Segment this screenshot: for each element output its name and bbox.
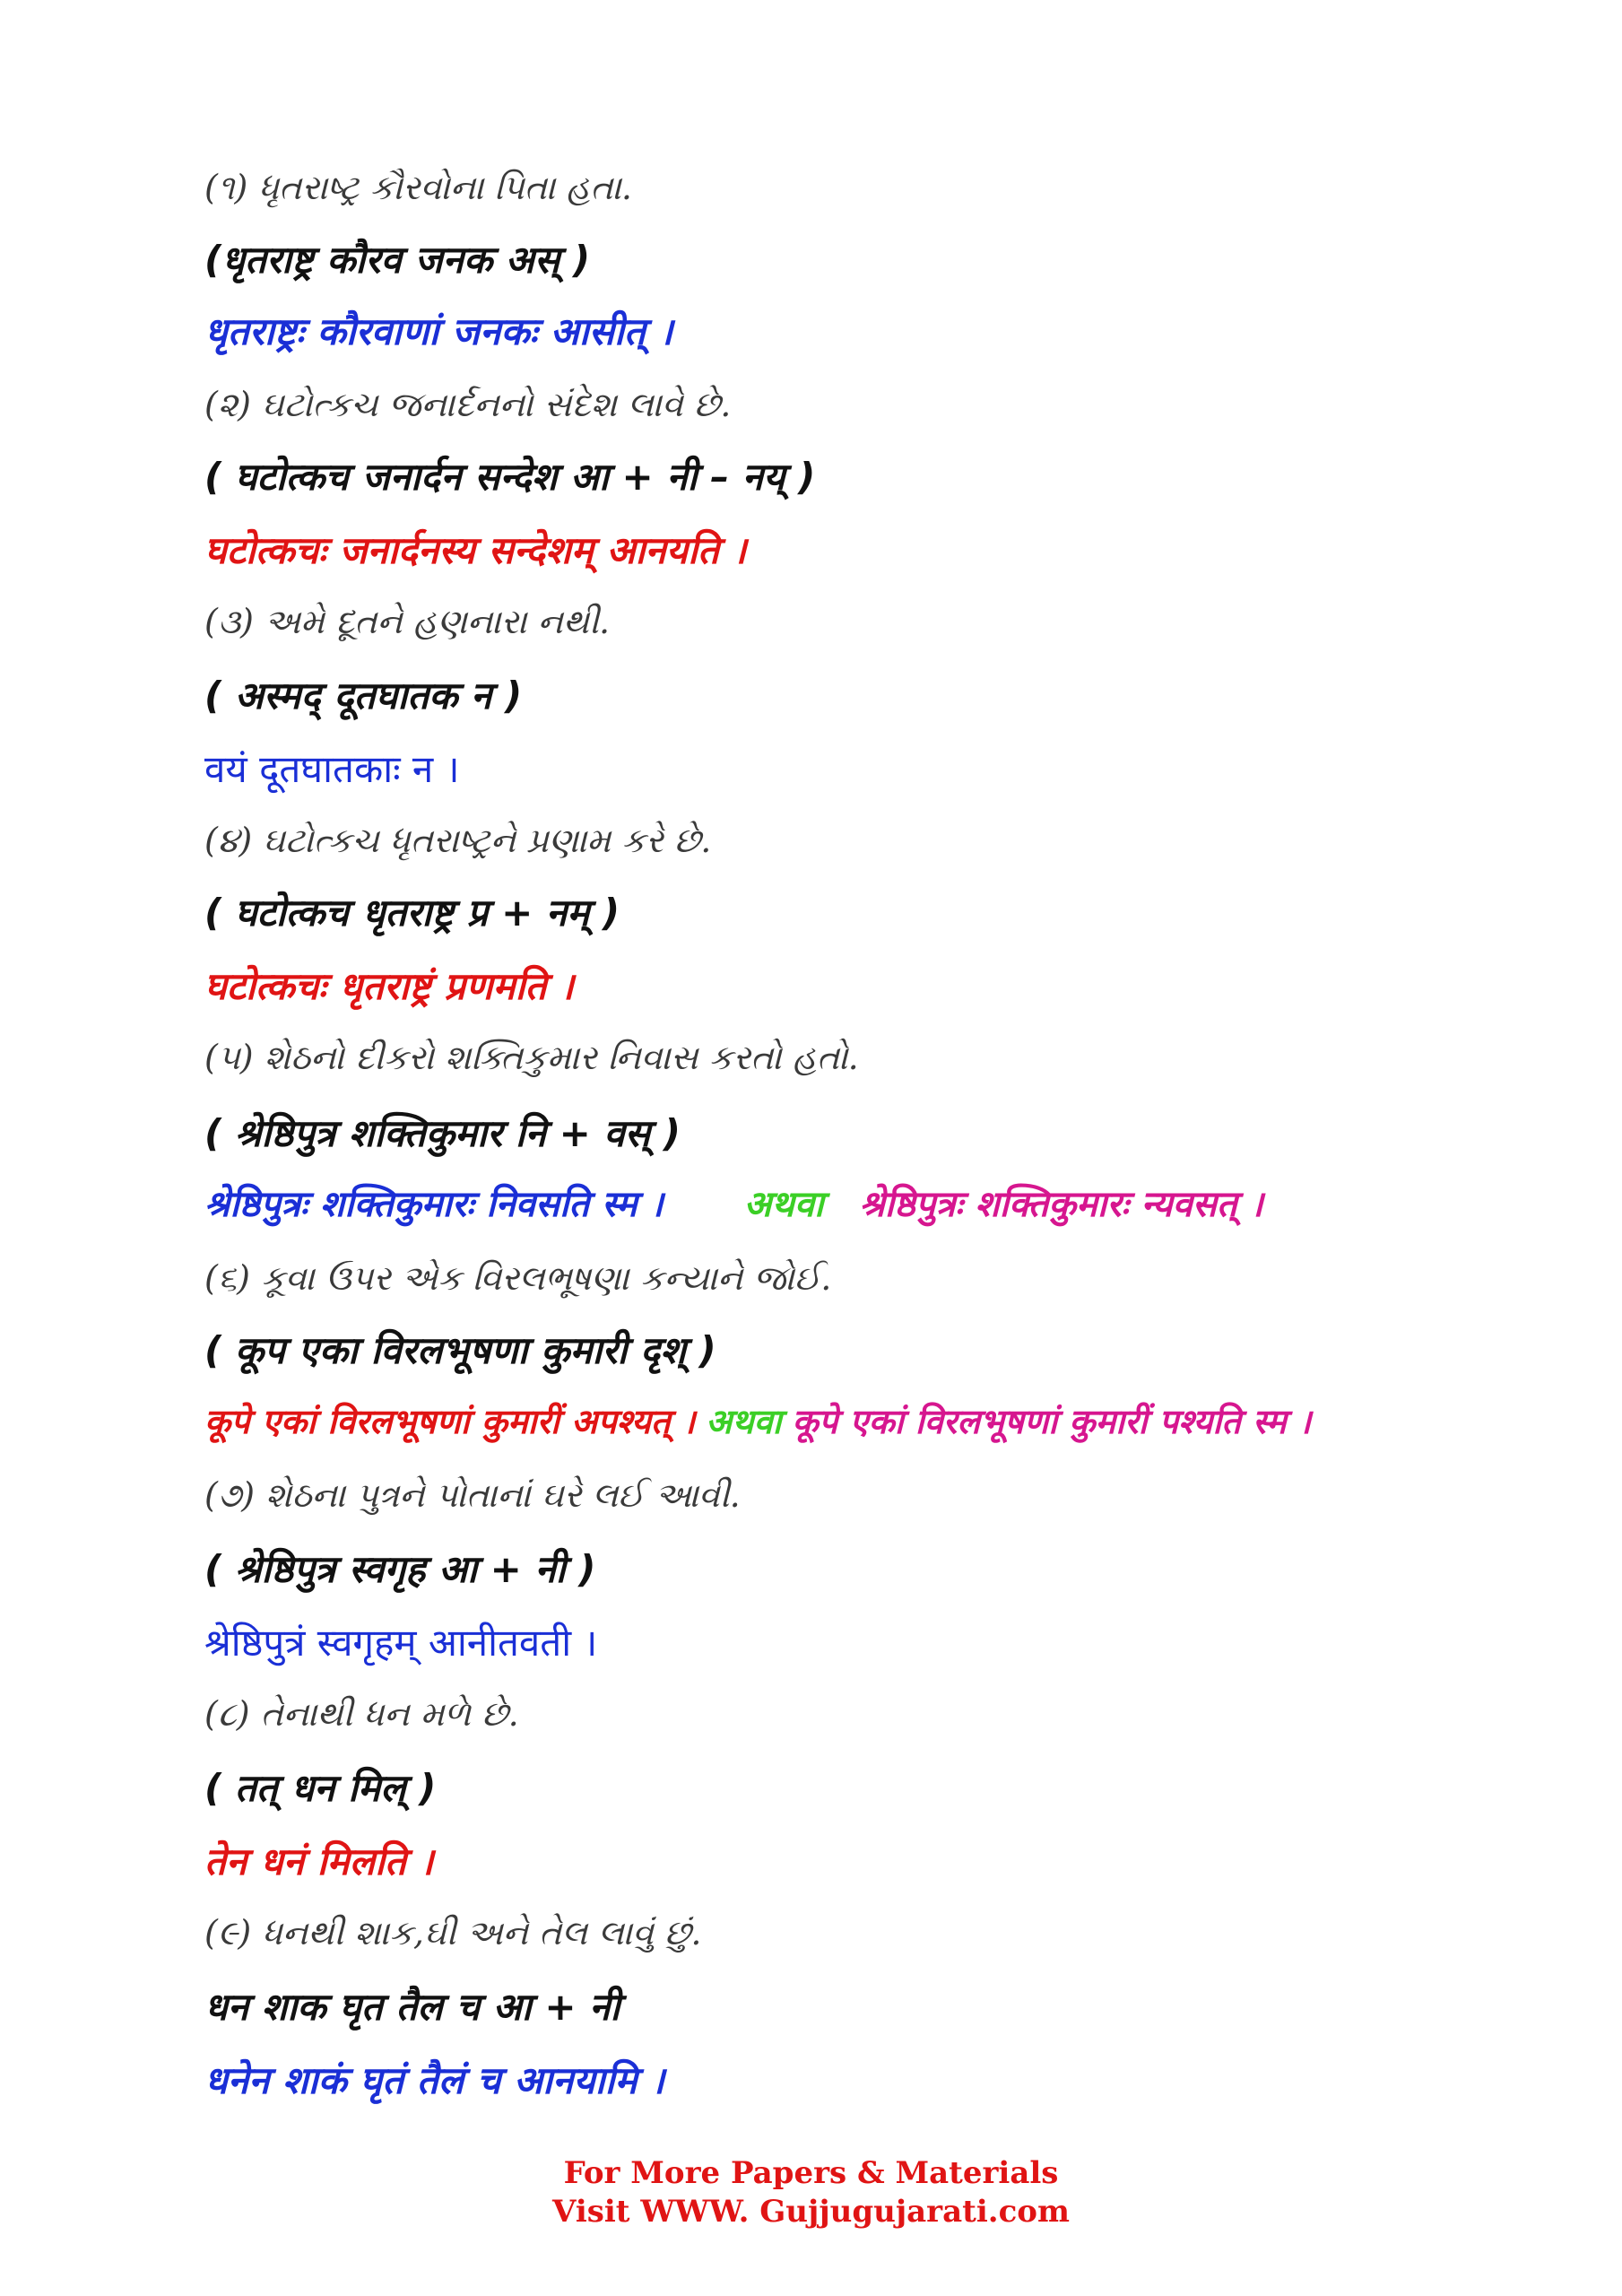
answer-5-or: अथवा <box>743 1184 824 1225</box>
answer-2: घटोत्कचः जनार्दनस्य सन्देशम् आनयति । <box>204 528 747 572</box>
answer-7: श्रेष्ठिपुत्रं स्वगृहम् आनीतवती । <box>204 1621 598 1665</box>
footer-website-link[interactable]: Visit WWW. Gujjugujarati.com <box>552 2193 1070 2230</box>
answer-5-alternative: श्रेष्ठिपुत्रः शक्तिकुमारः न्यवसत् । <box>859 1184 1263 1225</box>
prompt-2: ( घटोत्कच जनार्दन सन्देश आ + नी – नय् ) <box>204 455 816 499</box>
question-7: (૭) શેઠના પુત્રને પોતાનાં ઘરે લઈ આવી. <box>204 1475 741 1515</box>
question-4: (૪) ઘટોત્કચ ધૃતરાષ્ટ્રને પ્રણામ કરે છે. <box>204 821 712 860</box>
question-1: (૧) ધૃતરાષ્ટ્ર કૌરવોના પિતા હતા. <box>204 168 632 207</box>
answer-3: वयं दूतघातकाः न । <box>204 747 460 791</box>
footer-line-1: For More Papers & Materials <box>563 2155 1059 2191</box>
question-6: (૬) કૂવા ઉપર એક વિરલભૂષણા કન્યાને જોઈ. <box>204 1258 832 1298</box>
answer-6-or: अथवा <box>706 1402 782 1441</box>
question-8: (૮) તેનાથી ધન મળે છે. <box>204 1694 519 1734</box>
question-2: (૨) ઘટોત્કચ જનાર્દનનો સંદેશ લાવે છે. <box>204 385 732 424</box>
prompt-4: ( घटोत्कच धृतराष्ट्र प्र + नम् ) <box>204 891 620 935</box>
answer-1: धृतराष्ट्रः कौरवाणां जनकः आसीत् । <box>204 309 673 353</box>
prompt-6: ( कूप एका विरलभूषणा कुमारी दृश् ) <box>204 1328 716 1372</box>
answer-5-primary: श्रेष्ठिपुत्रः शक्तिकुमारः निवसति स्म । <box>204 1184 664 1225</box>
prompt-9: धन शाक घृत तैल च आ + नी <box>204 1985 620 2029</box>
answer-4: घटोत्कचः धृतराष्ट्रं प्रणमति । <box>204 964 574 1008</box>
footer <box>0 2154 1622 2231</box>
answer-6-alternative: कूपे एकां विरलभूषणां कुमारीं पश्यति स्म । <box>792 1402 1312 1441</box>
answer-8: तेन धनं मिलति । <box>204 1839 434 1883</box>
answer-5-row <box>204 1184 1263 1225</box>
question-5: (૫) શેઠનો દીકરો શક્તિકુમાર નિવાસ કરતો હતો. <box>204 1038 859 1077</box>
answer-6-primary: कूपे एकां विरलभूषणां कुमारीं अपश्यत् । <box>204 1402 696 1441</box>
prompt-5: ( श्रेष्ठिपुत्र शक्तिकुमार नि + वस् ) <box>204 1111 681 1155</box>
prompt-8: ( तत् धन मिल् ) <box>204 1766 437 1810</box>
prompt-7: ( श्रेष्ठिपुत्र स्वगृह आ + नी ) <box>204 1547 596 1591</box>
prompt-1: (धृतराष्ट्र कौरव जनक अस् ) <box>204 238 591 282</box>
question-3: (૩) અમે દૂતને હણનારા નથી. <box>204 602 611 641</box>
prompt-3: ( अस्मद् दूतघातक न ) <box>204 674 523 718</box>
answer-9: धनेन शाकं घृतं तैलं च आनयामि । <box>204 2058 665 2102</box>
question-9: (૯) ધનથી શાક,ઘી અને તેલ લાવું છું. <box>204 1913 702 1952</box>
answer-6-row <box>204 1403 1311 1442</box>
